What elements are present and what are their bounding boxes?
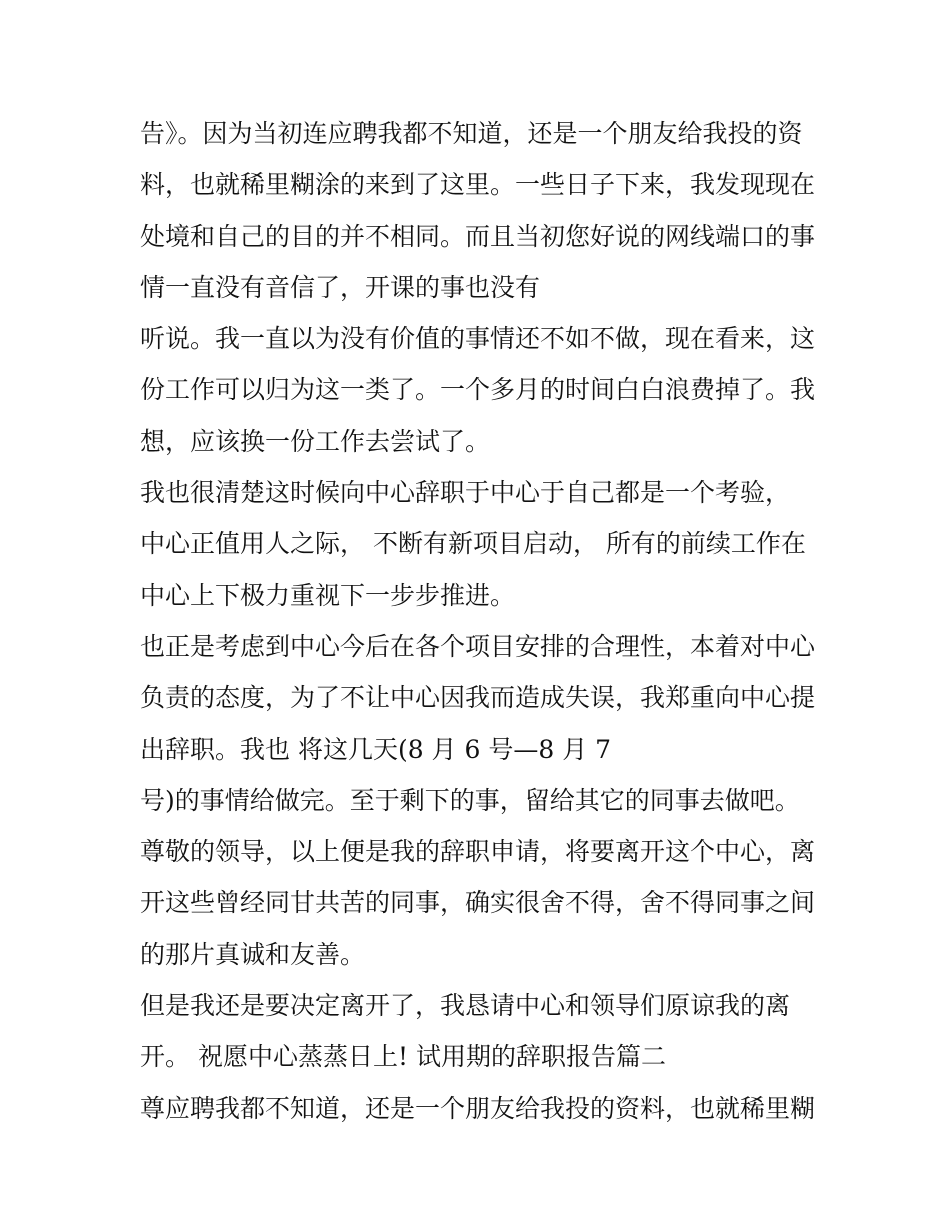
text-line: 但是我还是要决定离开了，我恳请中心和领导们原谅我的离 bbox=[140, 991, 791, 1021]
text-line: 中心上下极力重视下一步步推进。 bbox=[140, 580, 516, 610]
text-line: 告》。因为当初连应聘我都不知道，还是一个朋友给我投的资 bbox=[140, 119, 803, 148]
text-line: 出辞职。我也 将这几天(8 月 6 号—8 月 7 bbox=[140, 734, 612, 764]
text-line: 份工作可以归为这一类了。一个多月的时间白白浪费掉了。我 bbox=[140, 375, 816, 405]
text-line: 尊应聘我都不知道，还是一个朋友给我投的资料，也就稀里糊 bbox=[140, 1093, 816, 1123]
text-line: 的那片真诚和友善。 bbox=[140, 939, 366, 969]
text-line: 处境和自己的目的并不相同。而且当初您好说的网线端口的事 bbox=[140, 221, 816, 251]
text-line: 我也很清楚这时候向中心辞职于中心于自己都是一个考验， bbox=[140, 478, 791, 508]
text-line: 开。 祝愿中心蒸蒸日上! 试用期的辞职报告篇二 bbox=[140, 1042, 666, 1072]
text-line: 负责的态度，为了不让中心因我而造成失误，我郑重向中心提 bbox=[140, 683, 816, 713]
text-line: 开这些曾经同甘共苦的同事，确实很舍不得，舍不得同事之间 bbox=[140, 888, 816, 918]
text-line: 也正是考虑到中心今后在各个项目安排的合理性，本着对中心 bbox=[140, 631, 816, 661]
resignation-letter-body bbox=[140, 108, 830, 1134]
text-line: 情一直没有音信了，开课的事也没有 bbox=[140, 272, 541, 302]
text-line: 中心正值用人之际， 不断有新项目启动， 所有的前续工作在 bbox=[140, 529, 806, 559]
text-line: 料，也就稀里糊涂的来到了这里。一些日子下来，我发现现在 bbox=[140, 170, 816, 200]
text-line: 想，应该换一份工作去尝试了。 bbox=[140, 426, 491, 456]
text-line: 听说。我一直以为没有价值的事情还不如不做，现在看来，这 bbox=[140, 324, 816, 354]
text-line: 尊敬的领导，以上便是我的辞职申请，将要离开这个中心，离 bbox=[140, 837, 816, 867]
text-line: 号)的事情给做完。至于剩下的事，留给其它的同事去做吧。 bbox=[140, 785, 800, 815]
